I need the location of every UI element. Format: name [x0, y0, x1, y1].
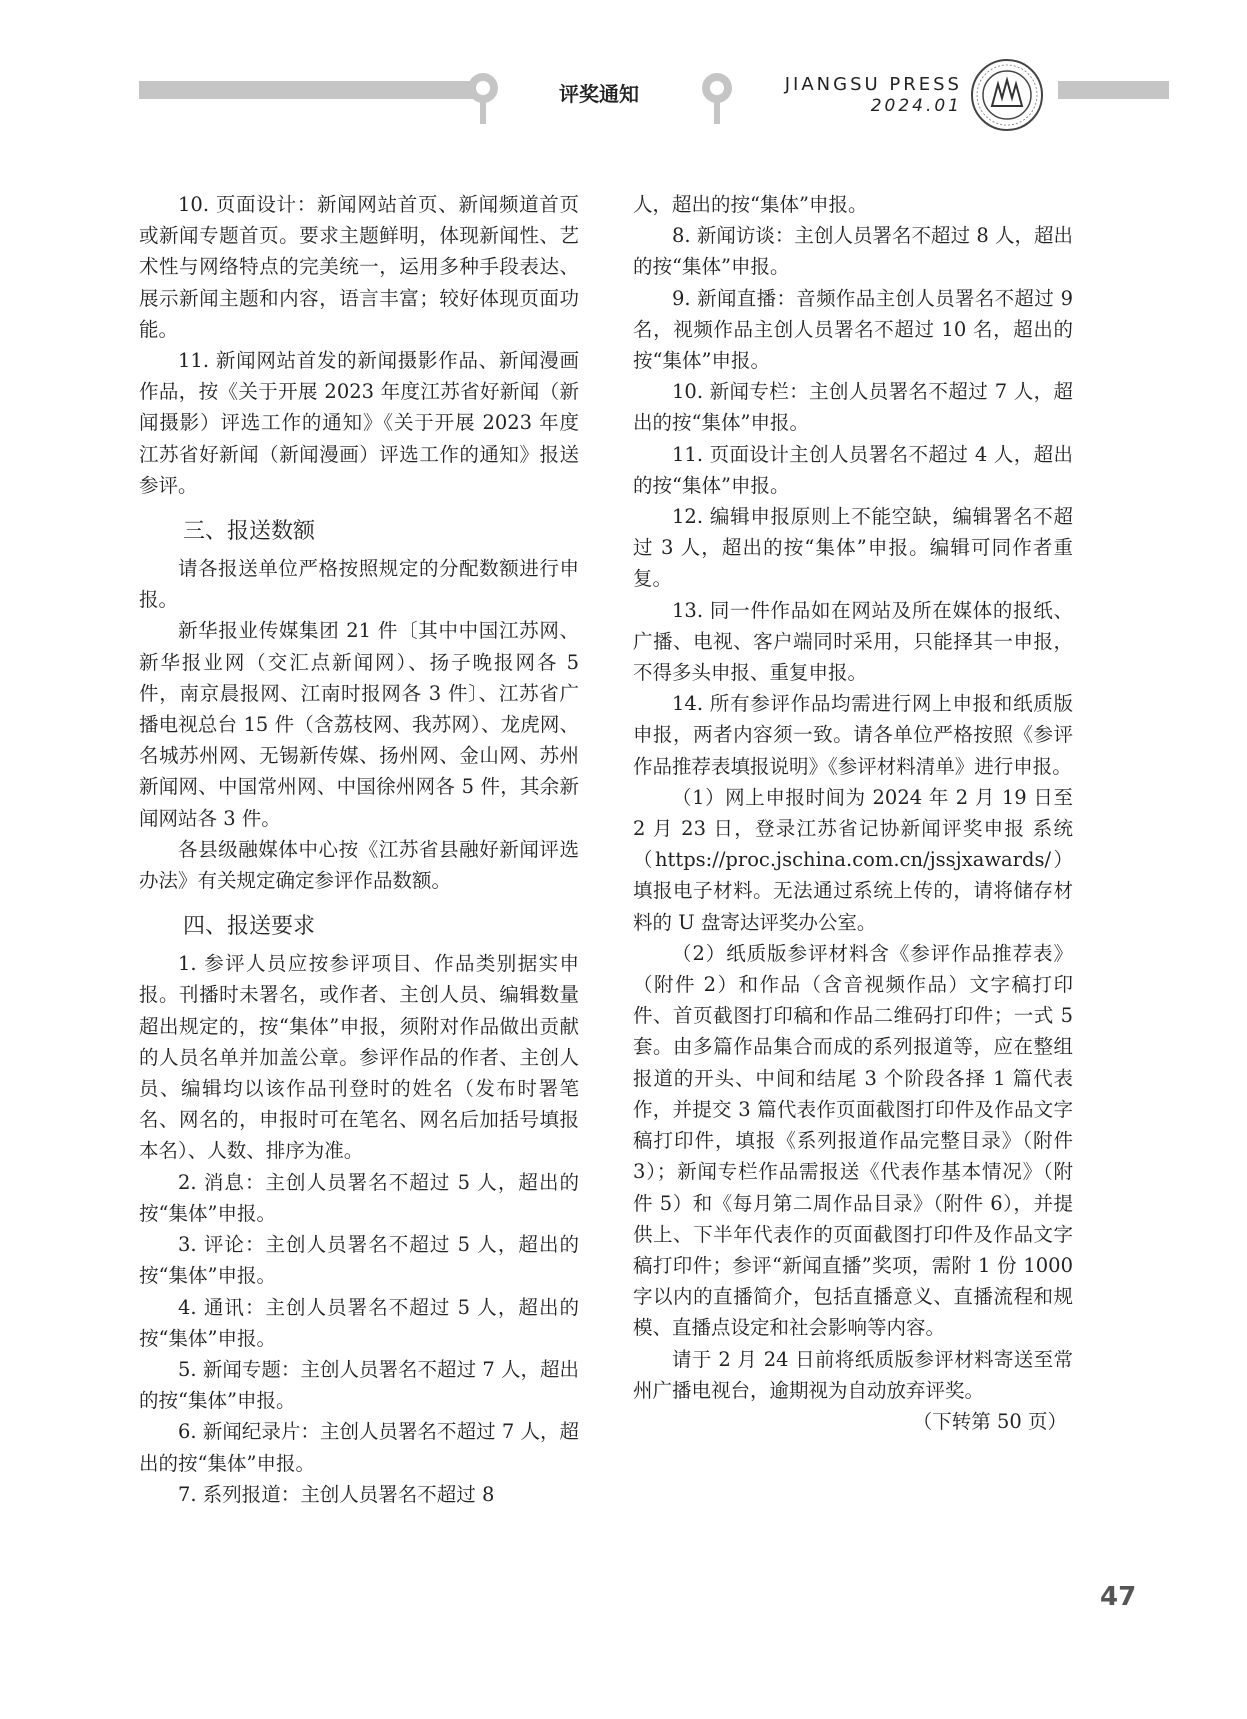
- paragraph: （2）纸质版参评材料含《参评作品推荐表》（附件 2）和作品（含音视频作品）文字稿打印件、首页截图打印稿和作品二维码打印件；一式 5 套。由多篇作品集合而成的系列报道等，应在整组报道的开头、中间和结尾 3 个阶段各择 1 篇代表作，并提交 3 篇代表作页面截图打印件及作品文字稿打印件，填报《系列报道作品完整目录》（附件 3）；新闻专栏作品需报送《代表作基本情况》（附件 5）和《每月第二周作品目录》（附件 6），并提供上、下半年代表作的页面截图打印件及作品文字稿打印件；参评“新闻直播”奖项，需附 1 份 1000 字以内的直播简介，包括直播意义、直播流程和规模、直播点设定和社会影响等内容。: [633, 941, 1073, 1340]
- paragraph: 7. 系列报道：主创人员署名不超过 8: [178, 1482, 495, 1506]
- association-seal-icon: [970, 58, 1044, 132]
- section-title: 评奖通知: [559, 82, 639, 106]
- paragraph: 13. 同一件作品如在网站及所在媒体的报纸、广播、电视、客户端同时采用，只能择其一申报，不得多头申报、重复申报。: [633, 598, 1073, 685]
- pin-icon: [697, 70, 737, 126]
- paragraph: 5. 新闻专题：主创人员署名不超过 7 人，超出的按“集体”申报。: [139, 1357, 579, 1413]
- paragraph: 11. 页面设计主创人员署名不超过 4 人，超出的按“集体”申报。: [633, 442, 1073, 497]
- journal-name: JIANGSU PRESS: [784, 74, 962, 95]
- closing-text: 请于 2 月 24 日前将纸质版参评材料寄送至常州广播电视台，逾期视为自动放弃评奖。: [633, 1347, 1073, 1402]
- paragraph: 9. 新闻直播：音频作品主创人员署名不超过 9 名，视频作品主创人员署名不超过 10 名，超出的按“集体”申报。: [633, 286, 1073, 373]
- paragraph: 人，超出的按“集体”申报。: [633, 193, 868, 216]
- paragraph: 4. 通讯：主创人员署名不超过 5 人，超出的按“集体”申报。: [139, 1295, 579, 1350]
- heading-requirements: 四、报送要求: [183, 914, 316, 940]
- paragraph: 请各报送单位严格按照规定的分配数额进行申报。: [139, 557, 579, 612]
- heading-quota: 三、报送数额: [183, 519, 316, 545]
- header-bar-left: [139, 81, 484, 99]
- paragraph: （1）网上申报时间为 2024 年 2 月 19 日至 2 月 23 日，登录江苏省记协新闻评奖申报 系统（https://proc.jschina.com.cn/jssjxawards/）填报电子材料。无法通过系统上传的，请将储存材料的 U 盘寄达评奖办公室。: [633, 785, 1073, 934]
- paragraph: 2. 消息：主创人员署名不超过 5 人，超出的按“集体”申报。: [139, 1170, 579, 1225]
- paragraph: 10. 新闻专栏：主创人员署名不超过 7 人，超出的按“集体”申报。: [633, 380, 1073, 435]
- pin-icon: [463, 70, 503, 126]
- left-column: [139, 189, 579, 1510]
- paragraph: 3. 评论：主创人员署名不超过 5 人，超出的按“集体”申报。: [139, 1233, 579, 1288]
- paragraph: 11. 新闻网站首发的新闻摄影作品、新闻漫画作品，按《关于开展 2023 年度江苏省好新闻（新闻摄影）评选工作的通知》《关于开展 2023 年度江苏省好新闻（新闻漫画）评选工作的通知》报送参评。: [139, 349, 579, 497]
- right-column: [633, 189, 1073, 1437]
- paragraph: 14. 所有参评作品均需进行网上申报和纸质版申报，两者内容须一致。请各单位严格按照《参评作品推荐表填报说明》《参评材料清单》进行申报。: [633, 692, 1073, 778]
- paragraph: 6. 新闻纪录片：主创人员署名不超过 7 人，超出的按“集体”申报。: [139, 1420, 579, 1475]
- continued-note: （下转第 50 页）: [912, 1409, 1067, 1433]
- header-bar-right: [1058, 81, 1169, 99]
- page-number: 47: [1100, 1582, 1137, 1612]
- paragraph: 1. 参评人员应按参评项目、作品类别据实申报。刊播时未署名，或作者、主创人员、编辑数量超出规定的，按“集体”申报，须附对作品做出贡献的人员名单并加盖公章。参评作品的作者、主创人员、编辑均以该作品刊登时的姓名（发布时署笔名、网名的，申报时可在笔名、网名后加括号填报本名）、人数、排序为准。: [139, 952, 579, 1163]
- paragraph: 新华报业传媒集团 21 件〔其中中国江苏网、新华报业网（交汇点新闻网）、扬子晚报网各 5 件，南京晨报网、江南时报网各 3 件〕、江苏省广播电视总台 15 件（含荔枝网、我苏网）、龙虎网、名城苏州网、无锡新传媒、扬州网、金山网、苏州新闻网、中国常州网、中国徐州网各 5 件，其余新闻网站各 3 件。: [139, 619, 579, 830]
- paragraph: 8. 新闻访谈：主创人员署名不超过 8 人，超出的按“集体”申报。: [633, 224, 1073, 279]
- journal-brand: [762, 74, 962, 116]
- paragraph: 12. 编辑申报原则上不能空缺，编辑署名不超过 3 人，超出的按“集体”申报。编辑可同作者重复。: [633, 505, 1073, 591]
- paragraph: [633, 1344, 1073, 1433]
- paragraph: 各县级融媒体中心按《江苏省县融好新闻评选办法》有关规定确定参评作品数额。: [139, 837, 579, 893]
- paragraph: 10. 页面设计：新闻网站首页、新闻频道首页或新闻专题首页。要求主题鲜明，体现新闻性、艺术性与网络特点的完美统一，运用多种手段表达、展示新闻主题和内容，语言丰富；较好体现页面功能。: [139, 193, 579, 341]
- journal-issue: 2024.01: [870, 96, 962, 116]
